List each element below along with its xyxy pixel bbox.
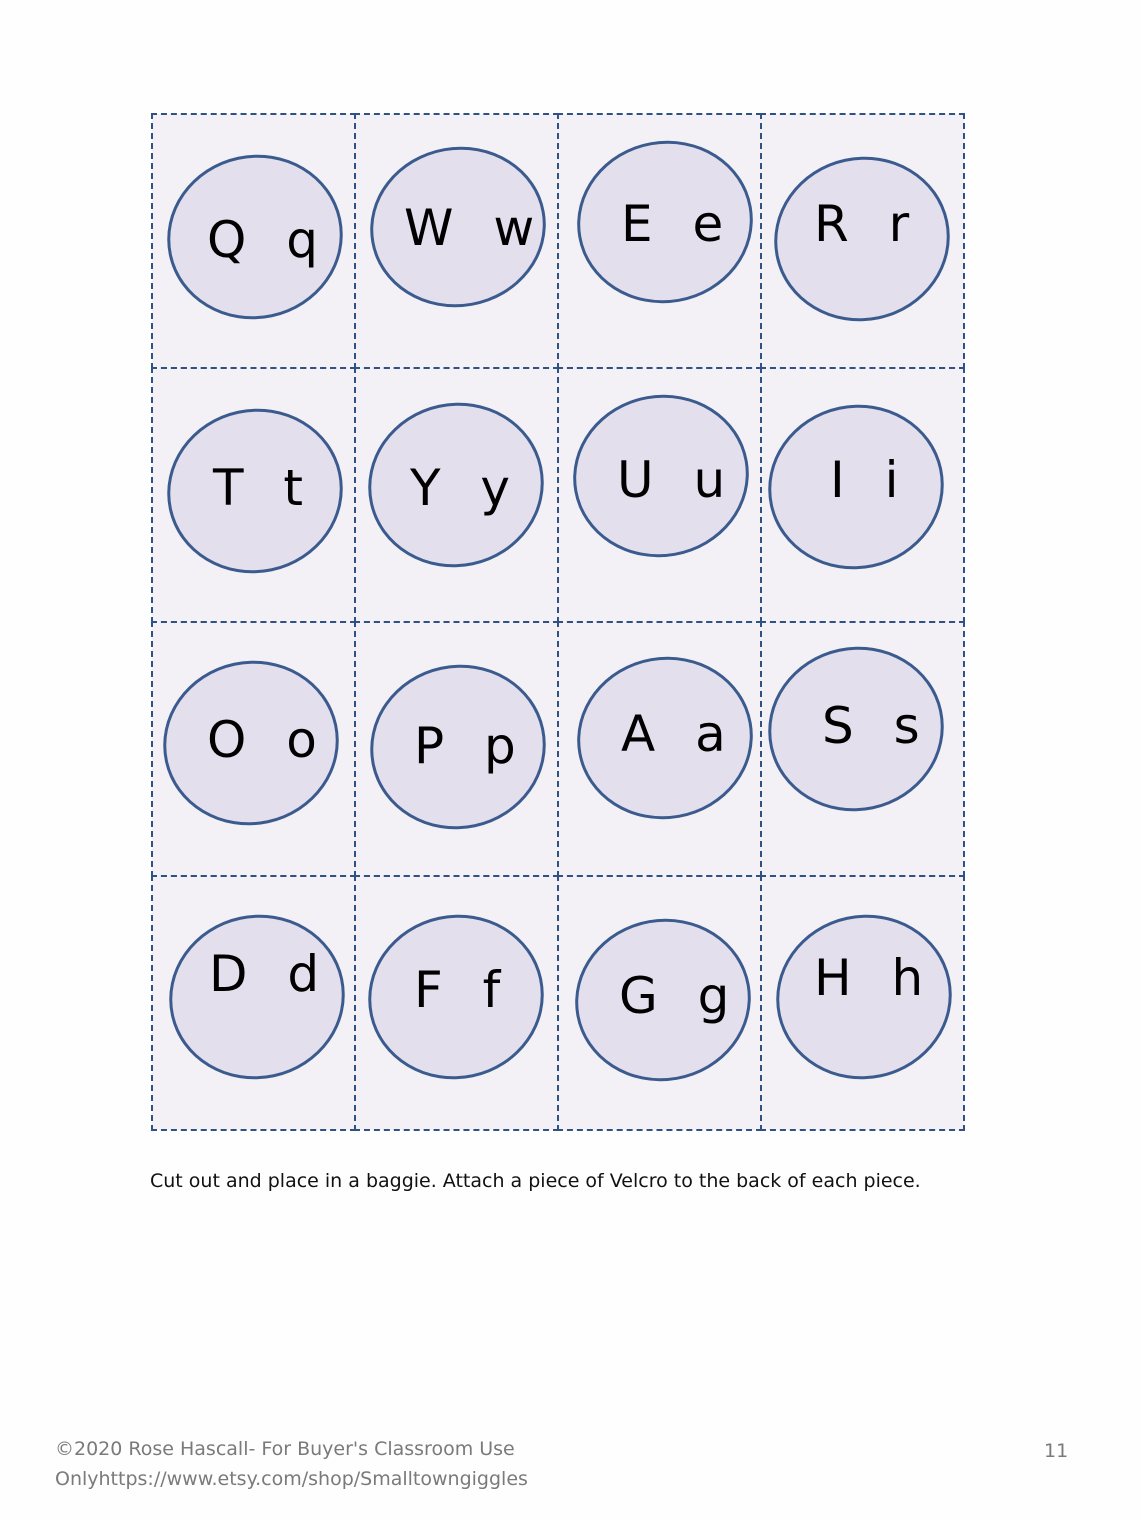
footer-credit <box>55 1434 528 1494</box>
letter-pair: H h <box>814 949 936 1007</box>
letter-card <box>354 113 559 369</box>
letter-pair: G g <box>619 967 742 1025</box>
letter-pair: Y y <box>410 459 523 517</box>
letter-card <box>557 875 762 1131</box>
letter-pair: R r <box>814 195 922 253</box>
letter-pair: W w <box>404 199 547 257</box>
letter-pair: O o <box>207 711 329 769</box>
letter-card <box>151 367 356 623</box>
letter-pair: I i <box>830 451 911 509</box>
letter-pair: E e <box>621 195 736 253</box>
letter-card <box>354 621 559 877</box>
letter-pair: S s <box>822 697 932 755</box>
letter-card <box>760 621 965 877</box>
letter-card <box>557 113 762 369</box>
credit-line-1: ©2020 Rose Hascall- For Buyer's Classroom Use <box>55 1438 515 1460</box>
letter-card <box>354 875 559 1131</box>
letter-pair: D d <box>209 945 332 1003</box>
page-number: 11 <box>1044 1440 1069 1462</box>
letter-card <box>354 367 559 623</box>
letter-card <box>557 367 762 623</box>
letter-pair: P p <box>414 717 528 775</box>
letter-pair: T t <box>213 459 316 517</box>
letter-pair: U u <box>617 451 738 509</box>
letter-card-grid <box>152 114 964 1130</box>
letter-pair: Q q <box>207 211 330 269</box>
letter-card <box>760 113 965 369</box>
letter-card <box>557 621 762 877</box>
letter-card <box>151 621 356 877</box>
letter-card <box>760 367 965 623</box>
instructions-text: Cut out and place in a baggie. Attach a piece of Velcro to the back of each piece. <box>150 1170 921 1192</box>
credit-line-2: Onlyhttps://www.etsy.com/shop/Smalltowngiggles <box>55 1468 528 1490</box>
letter-card <box>151 875 356 1131</box>
letter-pair: A a <box>621 705 738 763</box>
letter-card <box>760 875 965 1131</box>
letter-pair: F f <box>414 961 513 1019</box>
letter-card <box>151 113 356 369</box>
